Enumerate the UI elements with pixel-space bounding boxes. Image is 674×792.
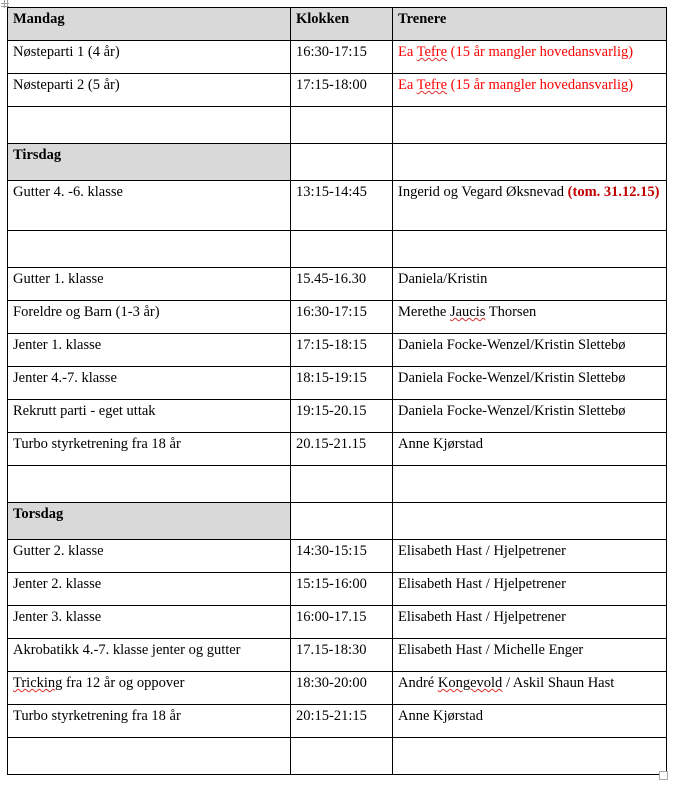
day-name-cell[interactable]: Tirsdag <box>8 144 291 181</box>
coach-cell[interactable]: Anne Kjørstad <box>393 433 667 466</box>
time-cell[interactable]: 18:30-20:00 <box>291 672 393 705</box>
activity-cell[interactable]: Turbo styrketrening fra 18 år <box>8 705 291 738</box>
time-cell[interactable]: 19:15-20.15 <box>291 400 393 433</box>
coach-cell[interactable] <box>393 181 667 231</box>
time-cell[interactable]: 16:00-17.15 <box>291 606 393 639</box>
text-run: Thorsen <box>485 304 537 320</box>
text-run: fra 12 år og oppover <box>62 675 185 691</box>
time-cell[interactable]: 13:15-14:45 <box>291 181 393 231</box>
activity-cell[interactable] <box>8 107 291 144</box>
text-run: Merethe <box>398 304 450 320</box>
table-row <box>8 268 667 301</box>
activity-cell[interactable] <box>8 738 291 775</box>
text-run: / Askil Shaun Hast <box>502 675 615 691</box>
table-row <box>8 181 667 231</box>
table-row <box>8 540 667 573</box>
table-row <box>8 301 667 334</box>
time-cell[interactable]: 20:15-21:15 <box>291 705 393 738</box>
time-cell[interactable]: 16:30-17:15 <box>291 301 393 334</box>
text-run: Kongevold <box>437 675 503 691</box>
day-separator-row <box>8 144 667 181</box>
table-header-row <box>8 8 667 41</box>
table-row <box>8 573 667 606</box>
table-row <box>8 400 667 433</box>
empty-spacer-row <box>8 231 667 268</box>
text-run: Ingerid og Vegard Øksnevad <box>398 184 568 200</box>
time-cell[interactable]: 17:15-18:00 <box>291 74 393 107</box>
text-run: Tefre <box>416 77 448 93</box>
time-cell[interactable] <box>291 107 393 144</box>
coach-cell[interactable]: Daniela Focke-Wenzel/Kristin Slettebø <box>393 400 667 433</box>
time-cell[interactable]: 20.15-21.15 <box>291 433 393 466</box>
coach-cell[interactable] <box>393 107 667 144</box>
activity-cell[interactable]: Jenter 4.-7. klasse <box>8 367 291 400</box>
coach-cell[interactable] <box>393 41 667 74</box>
time-cell[interactable]: 18:15-19:15 <box>291 367 393 400</box>
coach-cell[interactable] <box>393 503 667 540</box>
text-run: Jaucis <box>449 304 486 320</box>
text-run: (15 år mangler hovedansvarlig) <box>447 77 634 93</box>
coach-cell[interactable] <box>393 231 667 268</box>
table-row <box>8 672 667 705</box>
table-row <box>8 433 667 466</box>
activity-cell[interactable]: Rekrutt parti - eget uttak <box>8 400 291 433</box>
activity-cell[interactable] <box>8 466 291 503</box>
day-separator-row <box>8 503 667 540</box>
training-schedule-table <box>7 7 667 775</box>
time-cell[interactable] <box>291 144 393 181</box>
text-run: (15 år mangler hovedansvarlig) <box>447 44 634 60</box>
column-header-coach[interactable]: Trenere <box>393 8 667 41</box>
coach-cell[interactable] <box>393 301 667 334</box>
table-row <box>8 41 667 74</box>
time-cell[interactable]: 16:30-17:15 <box>291 41 393 74</box>
empty-spacer-row <box>8 738 667 775</box>
time-cell[interactable]: 15.45-16.30 <box>291 268 393 301</box>
day-name-cell[interactable]: Torsdag <box>8 503 291 540</box>
table-row <box>8 639 667 672</box>
coach-cell[interactable] <box>393 74 667 107</box>
text-run: Tricking <box>13 675 63 691</box>
activity-cell[interactable]: Gutter 2. klasse <box>8 540 291 573</box>
coach-cell[interactable]: Anne Kjørstad <box>393 705 667 738</box>
time-cell[interactable]: 17.15-18:30 <box>291 639 393 672</box>
coach-cell[interactable]: Elisabeth Hast / Hjelpetrener <box>393 606 667 639</box>
table-row <box>8 705 667 738</box>
schedule-table-body <box>8 8 667 775</box>
time-cell[interactable] <box>291 466 393 503</box>
time-cell[interactable]: 17:15-18:15 <box>291 334 393 367</box>
activity-cell[interactable]: Nøsteparti 1 (4 år) <box>8 41 291 74</box>
activity-cell[interactable]: Foreldre og Barn (1-3 år) <box>8 301 291 334</box>
activity-cell[interactable]: Turbo styrketrening fra 18 år <box>8 433 291 466</box>
text-run: Ea <box>398 77 417 93</box>
time-cell[interactable]: 15:15-16:00 <box>291 573 393 606</box>
table-row <box>8 74 667 107</box>
time-cell[interactable] <box>291 231 393 268</box>
coach-cell[interactable]: Elisabeth Hast / Hjelpetrener <box>393 540 667 573</box>
activity-cell[interactable]: Jenter 2. klasse <box>8 573 291 606</box>
text-run: Ea <box>398 44 417 60</box>
coach-cell[interactable]: Daniela Focke-Wenzel/Kristin Slettebø <box>393 334 667 367</box>
activity-cell[interactable]: Jenter 3. klasse <box>8 606 291 639</box>
coach-cell[interactable] <box>393 738 667 775</box>
table-row <box>8 367 667 400</box>
time-cell[interactable] <box>291 738 393 775</box>
coach-cell[interactable]: Elisabeth Hast / Michelle Enger <box>393 639 667 672</box>
coach-cell[interactable]: Daniela/Kristin <box>393 268 667 301</box>
coach-cell[interactable] <box>393 144 667 181</box>
coach-cell[interactable]: Elisabeth Hast / Hjelpetrener <box>393 573 667 606</box>
coach-cell[interactable] <box>393 672 667 705</box>
empty-spacer-row <box>8 466 667 503</box>
text-run: Tefre <box>416 44 448 60</box>
activity-cell[interactable]: Nøsteparti 2 (5 år) <box>8 74 291 107</box>
activity-cell[interactable]: Jenter 1. klasse <box>8 334 291 367</box>
activity-cell[interactable] <box>8 231 291 268</box>
coach-cell[interactable] <box>393 466 667 503</box>
table-row <box>8 606 667 639</box>
activity-cell[interactable]: Gutter 1. klasse <box>8 268 291 301</box>
empty-spacer-row <box>8 107 667 144</box>
activity-cell[interactable]: Gutter 4. -6. klasse <box>8 181 291 231</box>
time-cell[interactable] <box>291 503 393 540</box>
text-run: (tom. 31.12.15) <box>567 184 660 200</box>
activity-cell[interactable] <box>8 672 291 705</box>
table-row <box>8 334 667 367</box>
time-cell[interactable]: 14:30-15:15 <box>291 540 393 573</box>
column-header-activity[interactable]: Mandag <box>8 8 291 41</box>
text-run: André <box>398 675 438 691</box>
table-resize-handle-icon[interactable] <box>659 771 668 780</box>
column-header-time[interactable]: Klokken <box>291 8 393 41</box>
activity-cell[interactable]: Akrobatikk 4.-7. klasse jenter og gutter <box>8 639 291 672</box>
coach-cell[interactable]: Daniela Focke-Wenzel/Kristin Slettebø <box>393 367 667 400</box>
